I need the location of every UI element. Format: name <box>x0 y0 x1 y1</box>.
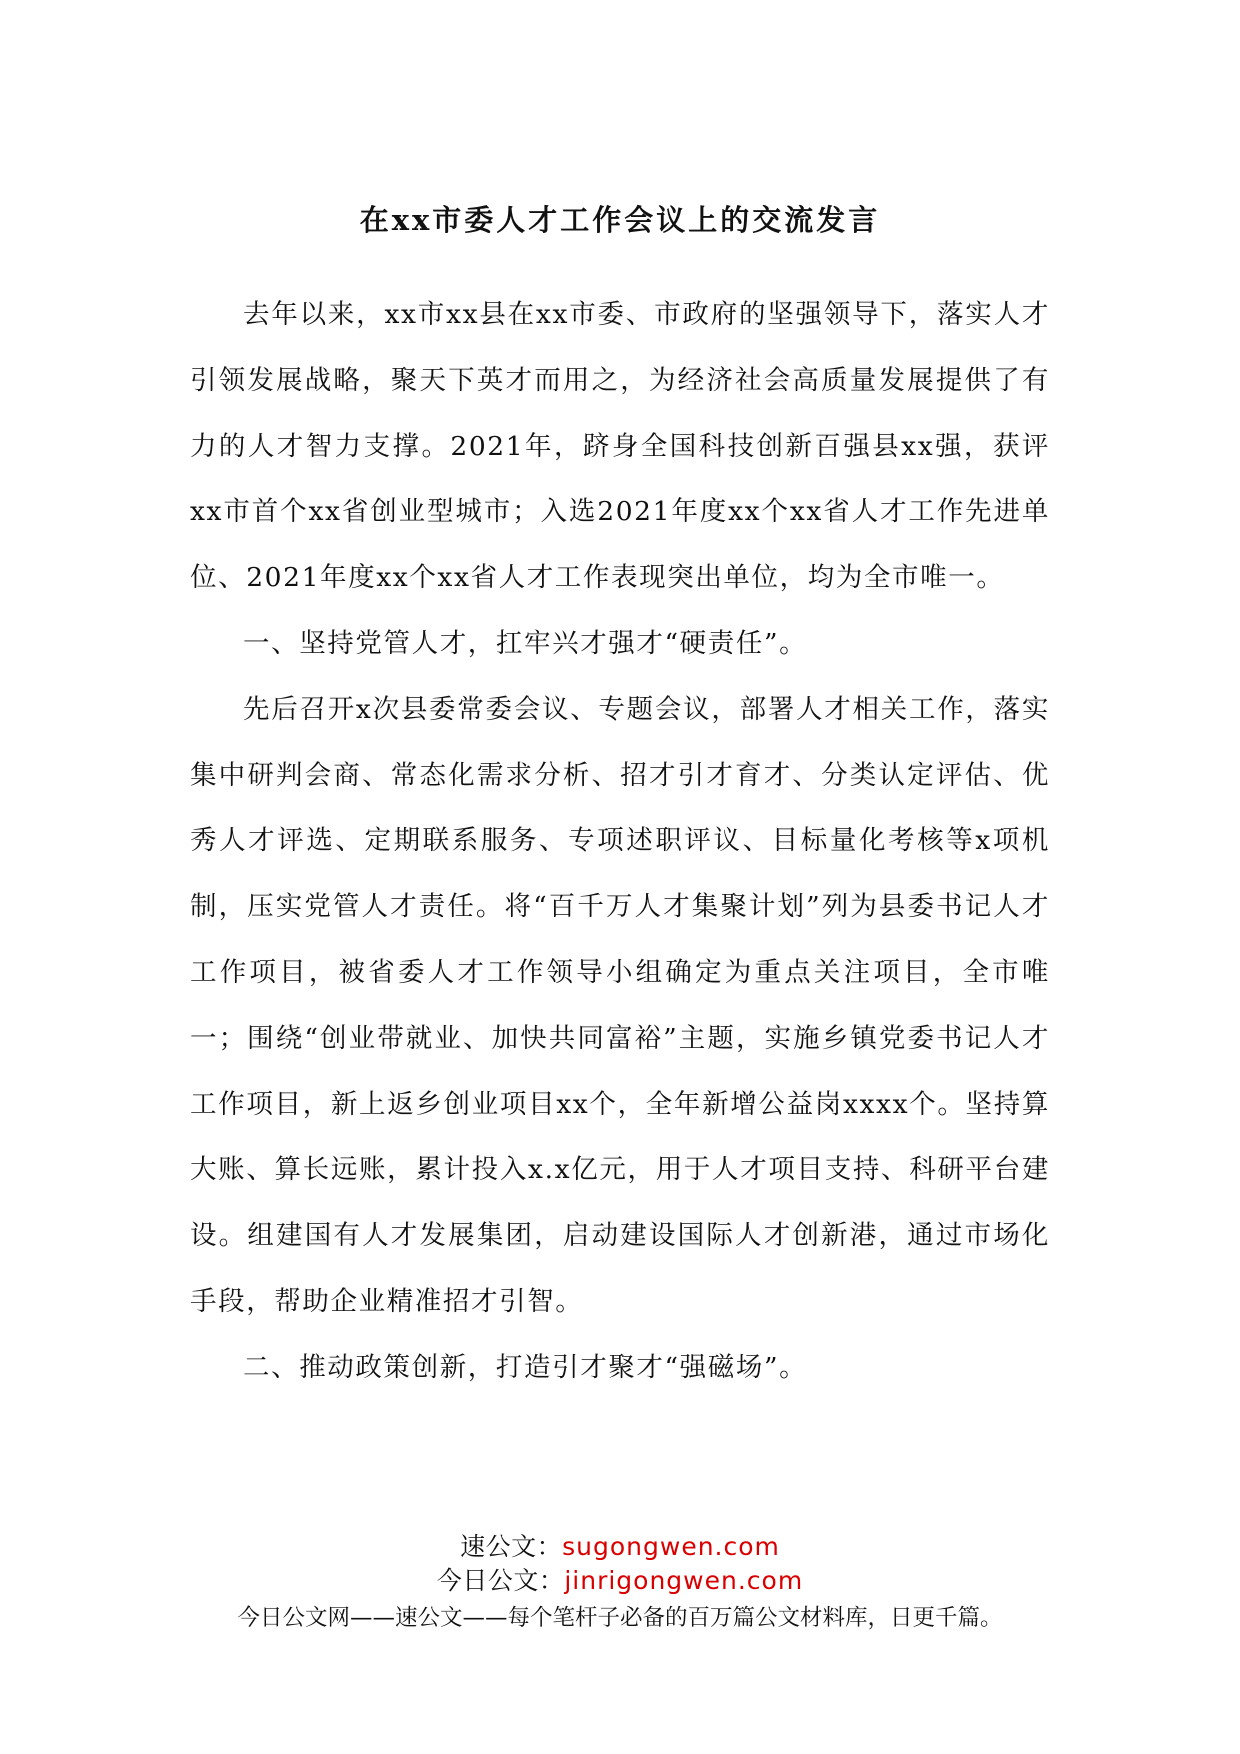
section-1-paragraph: 先后召开x次县委常委会议、专题会议，部署人才相关工作，落实集中研判会商、常态化需求分析、招才引才育才、分类认定评估、优秀人才评选、定期联系服务、专项述职评议、目标量化考核等x项机制，压实党管人才责任。将“百千万人才集聚计划”列为县委书记人才工作项目，被省委人才工作领导小组确定为重点关注项目，全市唯一；围绕“创业带就业、加快共同富裕”主题，实施乡镇党委书记人才工作项目，新上返乡创业项目xx个，全年新增公益岗xxxx个。坚持算大账、算长远账，累计投入x.x亿元，用于人才项目支持、科研平台建设。组建国有人才发展集团，启动建设国际人才创新港，通过市场化手段，帮助企业精准招才引智。 <box>190 693 1050 1317</box>
footer <box>0 1530 1240 1634</box>
section-heading-2: 二、推动政策创新，打造引才聚才“强磁场”。 <box>243 1351 808 1383</box>
footer-label-jinrigongwen: 今日公文： <box>436 1566 565 1595</box>
footer-link-sugongwen[interactable]: sugongwen.com <box>562 1532 780 1561</box>
footer-link-jinrigongwen[interactable]: jinrigongwen.com <box>564 1566 804 1595</box>
document-body <box>190 282 1050 1401</box>
section-heading-1: 一、坚持党管人才，扛牢兴才强才“硬责任”。 <box>243 627 808 659</box>
footer-line-jinrigongwen <box>0 1564 1240 1598</box>
document-title: 在xx市委人才工作会议上的交流发言 <box>359 203 881 237</box>
intro-paragraph: 去年以来，xx市xx县在xx市委、市政府的坚强领导下，落实人才引领发展战略，聚天下英才而用之，为经济社会高质量发展提供了有力的人才智力支撑。2021年，跻身全国科技创新百强县xx强，获评xx市首个xx省创业型城市；入选2021年度xx个xx省人才工作先进单位、2021年度xx个xx省人才工作表现突出单位，均为全市唯一。 <box>190 299 1050 594</box>
footer-line-sugongwen <box>0 1530 1240 1564</box>
footer-label-sugongwen: 速公文： <box>460 1532 563 1561</box>
footer-slogan: 今日公文网——速公文——每个笔杆子必备的百万篇公文材料库，日更千篇。 <box>237 1605 1003 1631</box>
